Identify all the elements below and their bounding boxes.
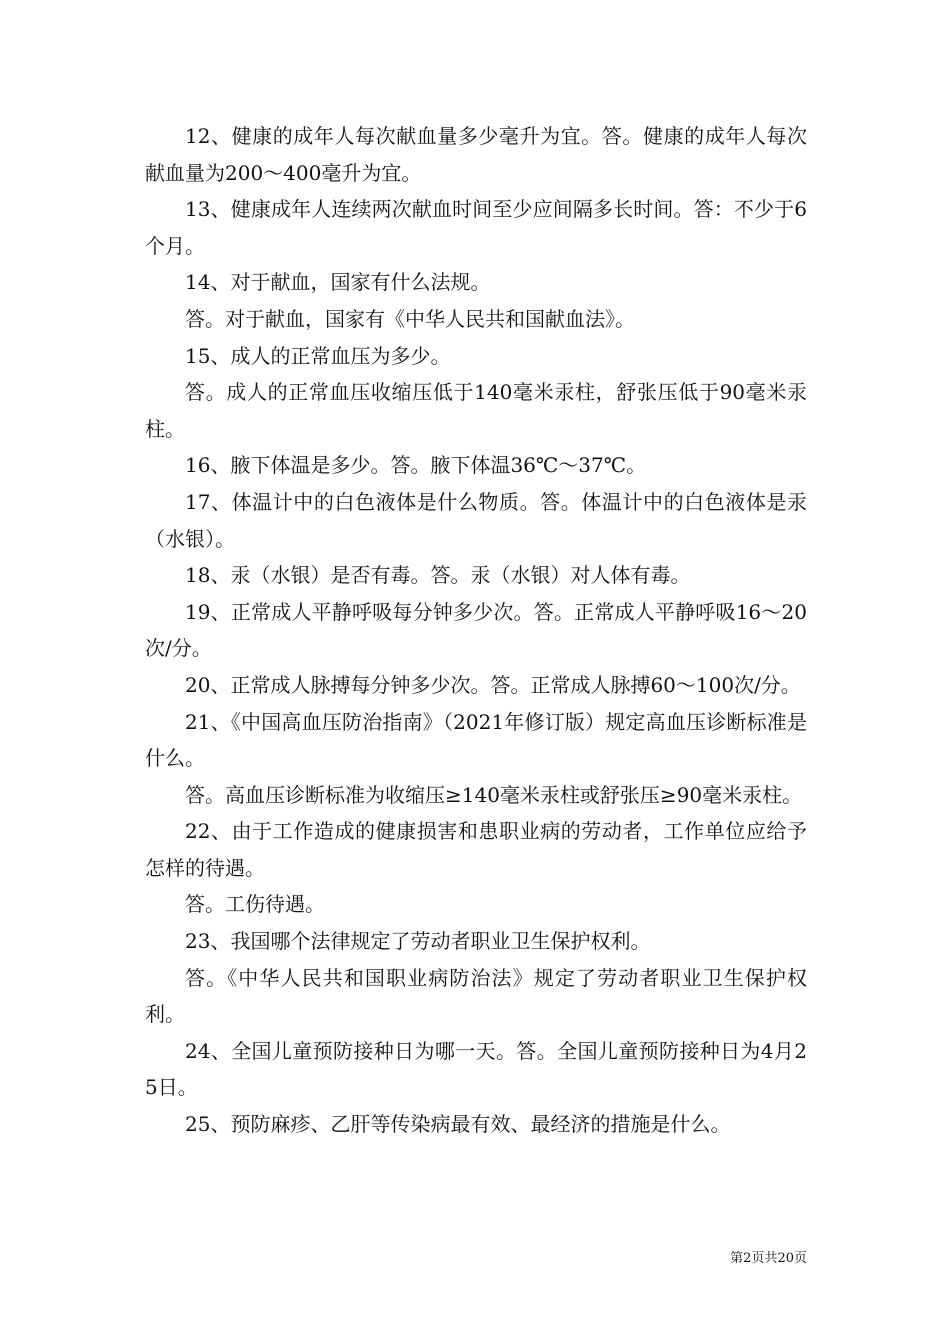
paragraph: 答。成人的正常血压收缩压低于140毫米汞柱，舒张压低于90毫米汞柱。	[145, 380, 807, 441]
paragraph: 21、《中国高血压防治指南》（2021年修订版）规定高血压诊断标准是什么。	[145, 709, 807, 771]
paragraph: 17、体温计中的白色液体是什么物质。答。体温计中的白色液体是汞（水银）。	[145, 489, 807, 551]
paragraph: 答。高血压诊断标准为收缩压≥140毫米汞柱或舒张压≥90毫米汞柱。	[185, 782, 803, 807]
paragraph: 15、成人的正常血压为多少。	[185, 343, 451, 368]
paragraph: 14、对于献血，国家有什么法规。	[185, 270, 491, 295]
paragraph: 20、正常成人脉搏每分钟多少次。答。正常成人脉搏60～100次/分。	[185, 672, 801, 697]
paragraph: 16、腋下体温是多少。答。腋下体温36℃～37℃。	[185, 453, 647, 478]
paragraph: 答。对于献血，国家有《中华人民共和国献血法》。	[185, 306, 635, 331]
paragraph: 23、我国哪个法律规定了劳动者职业卫生保护权利。	[185, 929, 651, 954]
paragraph: 19、正常成人平静呼吸每分钟多少次。答。正常成人平静呼吸16～20次/分。	[145, 599, 807, 661]
paragraph: 答。《中华人民共和国职业病防治法》规定了劳动者职业卫生保护权利。	[145, 965, 807, 1027]
paragraph: 24、全国儿童预防接种日为哪一天。答。全国儿童预防接种日为4月25日。	[145, 1038, 807, 1100]
paragraph: 12、健康的成年人每次献血量多少毫升为宜。答。健康的成年人每次献血量为200～400毫升为宜。	[145, 124, 807, 185]
document-body	[145, 118, 807, 1143]
paragraph: 22、由于工作造成的健康损害和患职业病的劳动者，工作单位应给予怎样的待遇。	[145, 819, 807, 880]
paragraph: 13、健康成年人连续两次献血时间至少应间隔多长时间。答：不少于6个月。	[145, 197, 807, 258]
paragraph: 25、预防麻疹、乙肝等传染病最有效、最经济的措施是什么。	[185, 1112, 731, 1137]
page-number-footer: 第2页共20页	[730, 1251, 807, 1266]
paragraph: 答。工伤待遇。	[185, 892, 325, 917]
paragraph: 18、汞（水银）是否有毒。答。汞（水银）对人体有毒。	[185, 563, 691, 588]
